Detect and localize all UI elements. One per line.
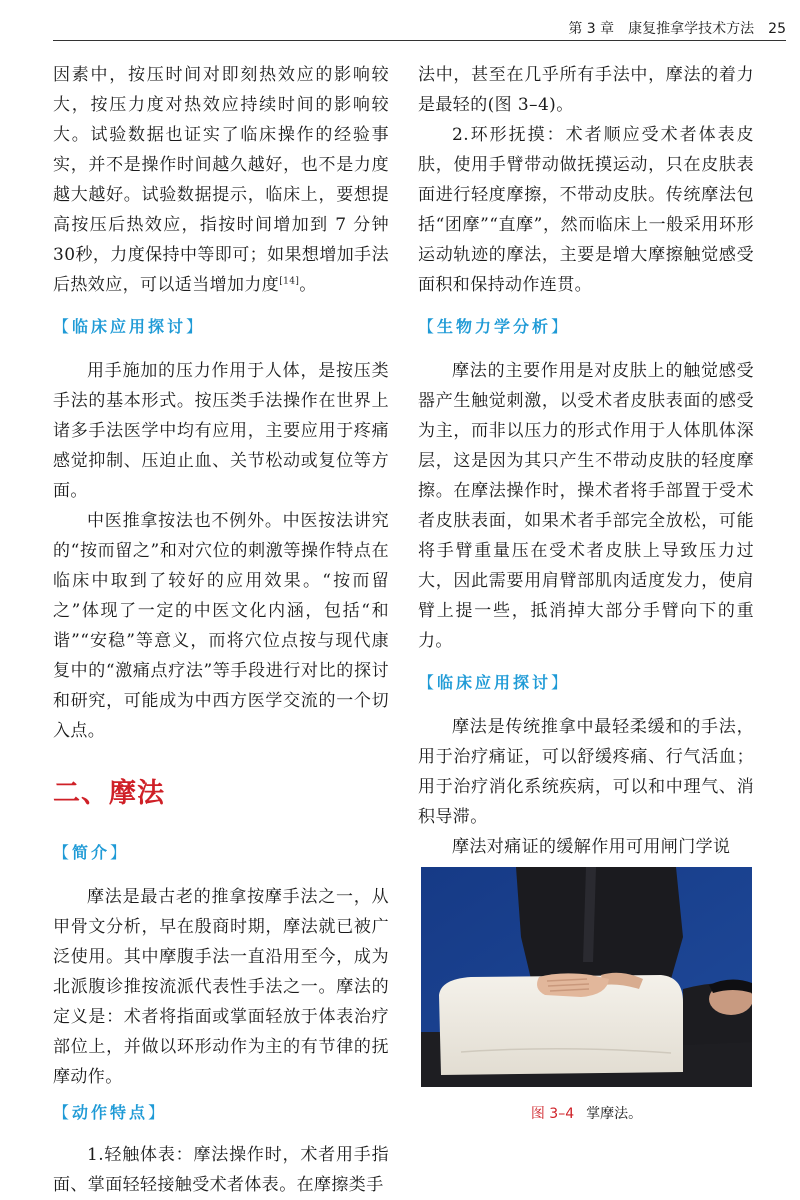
section-title: 二、摩法 bbox=[53, 778, 165, 809]
figure-caption-text: 掌摩法。 bbox=[586, 1106, 643, 1122]
paragraph: 中医推拿按法也不例外。中医按法讲究的“按而留之”和对穴位的刺激等操作特点在临床中取到了较好的应用效果。“按而留之”体现了一定的中医文化内涵，包括“和谐”“安稳”等意义，而将穴位点按与现代康复中的“激痛点疗法”等手段进行对比的探讨和研究，可能成为中西方医学交流的一个切入点。 bbox=[53, 511, 389, 741]
right-column bbox=[418, 60, 754, 862]
reference-mark: [14] bbox=[279, 276, 300, 287]
running-head bbox=[554, 18, 786, 38]
page-number: 25 bbox=[768, 21, 786, 37]
paragraph: 2.环形抚摸：术者顺应受术者体表皮肤，使用手臂带动做抚摸运动，只在皮肤表面进行轻度摩擦，不带动皮肤。传统摩法包括“团摩”“直摩”，然而临床上一般采用环形运动轨迹的摩法，主要是增大摩擦触觉感受面积和保持动作连贯。 bbox=[418, 125, 754, 295]
figure-caption bbox=[421, 1103, 752, 1123]
left-column bbox=[53, 60, 389, 1200]
palm-rubbing-photo bbox=[421, 867, 752, 1087]
paragraph: 摩法是最古老的推拿按摩手法之一，从甲骨文分析，早在殷商时期，摩法就已被广泛使用。其中摩腹手法一直沿用至今，成为北派腹诊推按流派代表性手法之一。摩法的定义是：术者将指面或掌面轻放于体表治疗部位上，并做以环形动作为主的有节律的抚摩动作。 bbox=[53, 887, 389, 1087]
subheading-biomechanics: 【生物力学分析】 bbox=[418, 317, 571, 336]
subheading-clinical: 【临床应用探讨】 bbox=[53, 317, 206, 336]
figure-number: 图 3–4 bbox=[530, 1106, 575, 1122]
paragraph: 法中，甚至在几乎所有手法中，摩法的着力是最轻的(图 3–4)。 bbox=[418, 65, 754, 115]
paragraph: 因素中，按压时间对即刻热效应的影响较大，按压力度对热效应持续时间的影响较大。试验数据也证实了临床操作的经验事实，并不是操作时间越久越好，也不是力度越大越好。试验数据提示，临床上，要想提高按压后热效应，指按时间增加到 7 分钟 30秒，力度保持中等即可；如果想增加手法后热效应，可以适当增加力度[14]。 bbox=[53, 65, 389, 295]
paragraph: 摩法的主要作用是对皮肤上的触觉感受器产生触觉刺激，以受术者皮肤表面的感受为主，而非以压力的形式作用于人体肌体深层，这是因为其只产生不带动皮肤的轻度摩擦。在摩法操作时，操术者将手部置于受术者皮肤表面，如果术者手部完全放松，可能将手臂重量压在受术者皮肤上导致压力过大，因此需要用肩臂部肌肉适度发力，使肩臂上提一些，抵消掉大部分手臂向下的重力。 bbox=[418, 361, 754, 651]
subheading-clinical: 【临床应用探讨】 bbox=[418, 673, 571, 692]
figure-photo bbox=[421, 867, 752, 1087]
chapter-number: 第 3 章 bbox=[568, 21, 615, 37]
paragraph: 摩法对痛证的缓解作用可用闸门学说 bbox=[452, 837, 731, 857]
paragraph: 用手施加的压力作用于人体，是按压类手法的基本形式。按压类手法操作在世界上诸多手法医学中均有应用，主要应用于疼痛感觉抑制、压迫止血、关节松动或复位等方面。 bbox=[53, 361, 389, 501]
header-rule bbox=[53, 40, 786, 41]
subheading-features: 【动作特点】 bbox=[53, 1103, 168, 1122]
paragraph: 摩法是传统推拿中最轻柔缓和的手法，用于治疗痛证，可以舒缓疼痛、行气活血；用于治疗消化系统疾病，可以和中理气、消积导滞。 bbox=[418, 717, 754, 827]
chapter-title: 康复推拿学技术方法 bbox=[628, 21, 755, 37]
page-header bbox=[0, 0, 800, 44]
subheading-intro: 【简介】 bbox=[53, 843, 130, 862]
paragraph: 1.轻触体表：摩法操作时，术者用手指面、掌面轻轻接触受术者体表。在摩擦类手 bbox=[53, 1145, 389, 1195]
